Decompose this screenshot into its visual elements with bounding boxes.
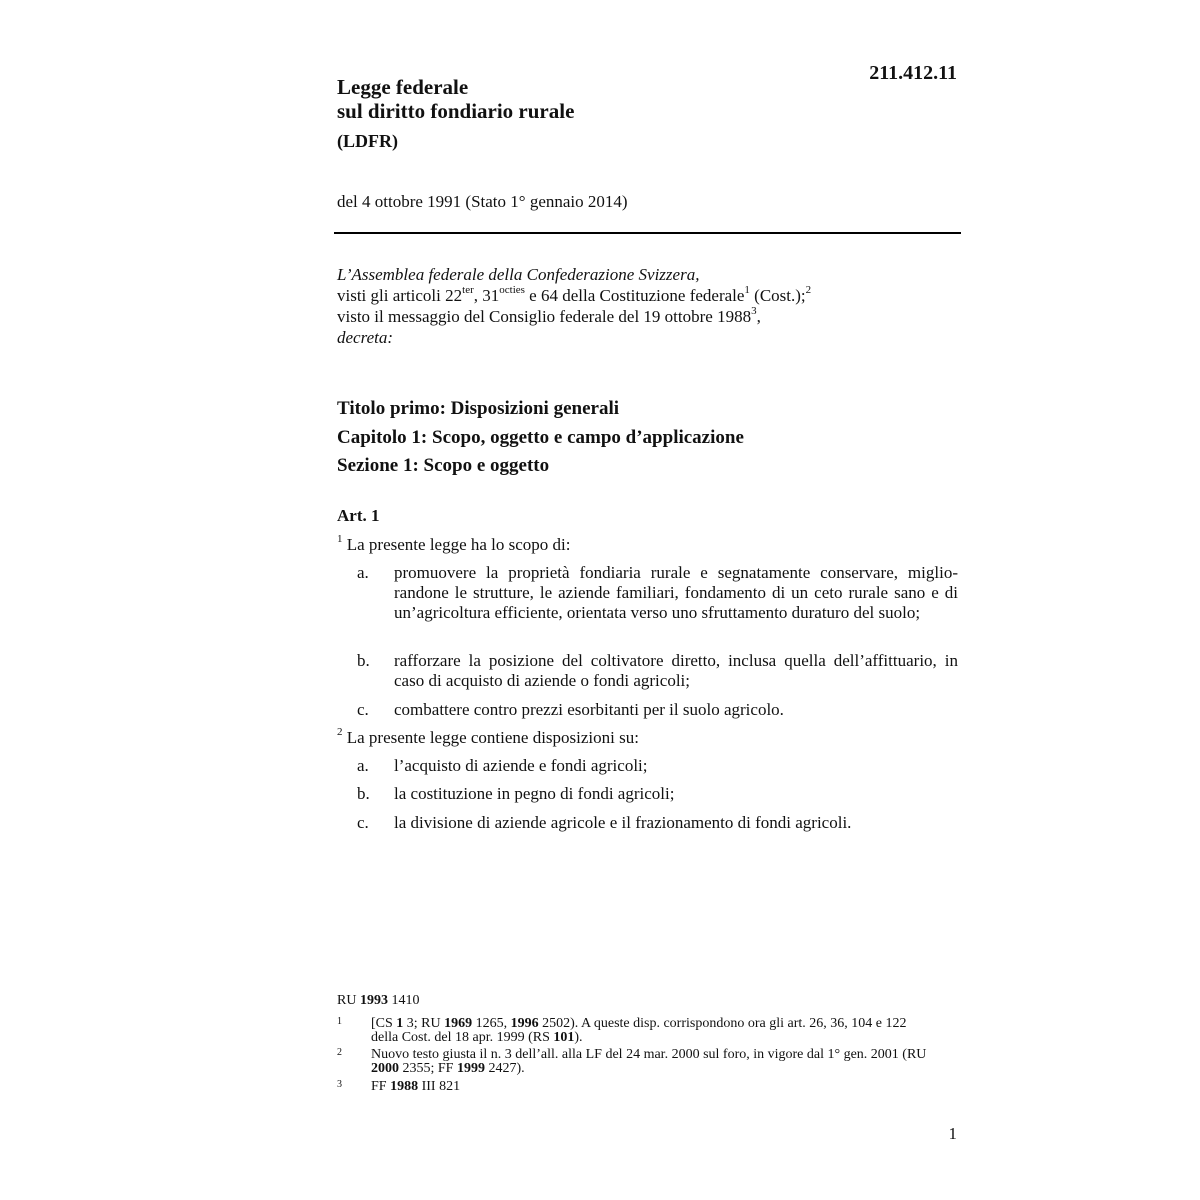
text: 1410 [387, 993, 420, 1008]
list-item [357, 700, 958, 720]
list-item-label: a. [357, 756, 369, 775]
paragraph-2 [337, 728, 639, 748]
list-item [357, 756, 958, 776]
list-item-text: combattere contro prezzi esorbitanti per il suolo agricolo. [394, 700, 784, 719]
preamble-visti [337, 285, 811, 306]
text-bold: 1993 [359, 993, 388, 1008]
text: [CS [371, 1016, 397, 1031]
list-item-text: la divisione di aziende agricole e il frazionamento di fondi agricoli. [394, 813, 852, 832]
preamble [337, 264, 811, 348]
paragraph-1 [337, 535, 571, 555]
text-bold: 1999 [456, 1061, 485, 1076]
text: ). [574, 1030, 583, 1045]
text: III 821 [418, 1079, 461, 1094]
list-item-label: b. [357, 784, 370, 803]
heading-capitolo: Capitolo 1: Scopo, oggetto e campo d’applicazione [337, 427, 744, 448]
footnote-text [371, 1080, 927, 1094]
text: Nuovo testo giusta il n. 3 dell’all. alla LF del 24 mar. 2000 sul foro, in vigore dal 1° gen. 2001 (RU [371, 1047, 927, 1062]
preamble-assembly: L’Assemblea federale della Confederazione Svizzera, [337, 265, 700, 284]
footnote-number: 2 [337, 1047, 342, 1058]
footnote-text [371, 1017, 927, 1045]
list-item-text: rafforzare la posizione del coltivatore diretto, inclusa quella dell’affittuario, in caso di acquisto di aziende o fondi agricoli; [394, 651, 958, 690]
text: visto il messaggio del Consiglio federale del 19 ottobre 1988 [337, 307, 752, 326]
list-item [357, 563, 958, 623]
paragraph-text: La presente legge contiene disposizioni su: [342, 728, 639, 747]
text: 3; RU [403, 1016, 445, 1031]
footnote-number: 3 [337, 1079, 342, 1090]
text: 2502). A queste disp. corrispondono ora gli art. 26, 36, 104 e 122 della Cost. del 18 apr. 1999 (RS [371, 1016, 907, 1045]
text: e 64 della Costituzione federale [524, 286, 745, 305]
heading-sezione: Sezione 1: Scopo e oggetto [337, 455, 550, 476]
paragraph-number: 1 [337, 533, 343, 546]
paragraph-text: La presente legge ha lo scopo di: [342, 535, 571, 554]
list-item-label: b. [357, 651, 370, 670]
footnote-text [371, 1048, 927, 1076]
list-item-text: promuovere la proprietà fondiaria rurale e segnatamente conservare, migliorandone le strutture, le aziende familiari, fondamento di un ceto rurale sano e di un’agricoltura efficiente, orientata verso uno sfruttamento duraturo del suolo; [394, 563, 958, 622]
law-title-line-1: Legge federale [337, 75, 469, 99]
date-line: del 4 ottobre 1991 (Stato 1° gennaio 2014) [337, 192, 628, 211]
text-bold: 101 [553, 1030, 575, 1045]
heading-titolo: Titolo primo: Disposizioni generali [337, 398, 620, 419]
list-item [357, 784, 958, 804]
list-item-label: c. [357, 813, 369, 832]
law-title-line-2: sul diritto fondiario rurale [337, 99, 575, 123]
text-bold: 1 [396, 1016, 404, 1031]
preamble-decreta: decreta: [337, 328, 394, 347]
text: 1265, [472, 1016, 511, 1031]
text: , [756, 307, 761, 326]
text: 2427). [484, 1061, 525, 1076]
footnote-2 [337, 1048, 927, 1076]
list-item-label: a. [357, 563, 369, 582]
text: (Cost.); [749, 286, 806, 305]
header-divider [334, 232, 961, 234]
article-label: Art. 1 [337, 506, 380, 525]
text-bold: 1969 [444, 1016, 473, 1031]
footnote-ref-3[interactable]: 3 [751, 305, 757, 318]
footnote-number: 1 [337, 1016, 342, 1027]
list-item-text: l’acquisto di aziende e fondi agricoli; [394, 756, 648, 775]
sr-number: 211.412.11 [869, 62, 957, 84]
text: FF [371, 1079, 391, 1094]
footnote-1 [337, 1017, 927, 1045]
footnote-ref-2[interactable]: 2 [805, 284, 812, 297]
text-bold: 1996 [510, 1016, 539, 1031]
footnote-ru [337, 993, 419, 1009]
law-abbreviation: (LDFR) [337, 131, 398, 151]
text-bold: 1988 [390, 1079, 419, 1094]
footnote-ref-1[interactable]: 1 [744, 284, 750, 297]
text: RU [337, 993, 360, 1008]
list-item [357, 813, 958, 833]
law-title [337, 75, 574, 123]
footnote-3 [337, 1080, 927, 1094]
text: 2355; FF [399, 1061, 457, 1076]
sup-ter: ter [462, 284, 474, 297]
list-item-label: c. [357, 700, 369, 719]
text: visti gli articoli 22 [337, 286, 463, 305]
sup-octies: octies [499, 284, 525, 297]
paragraph-number: 2 [337, 726, 343, 739]
page-number: 1 [948, 1124, 957, 1143]
text: , 31 [473, 286, 500, 305]
list-item-text: la costituzione in pegno di fondi agricoli; [394, 784, 675, 803]
list-item [357, 651, 958, 691]
preamble-visto [337, 306, 811, 327]
text-bold: 2000 [371, 1061, 399, 1076]
